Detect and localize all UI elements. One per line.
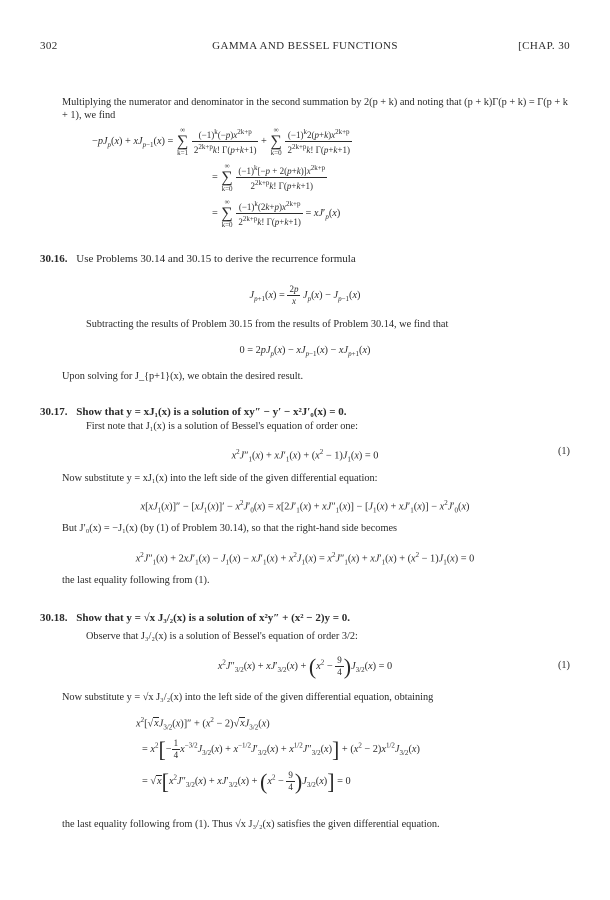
problem-30-17-text-1: First note that J₁(x) is a solution of Bessel's equation of order one: — [86, 421, 358, 432]
problem-30-18-text-3: the last equality following from (1). Thus √x J₃/₂(x) satisfies the given differential equation. — [62, 819, 440, 830]
problem-30-17-text-4: the last equality following from (1). — [62, 575, 210, 586]
page-header — [40, 40, 570, 56]
problem-30-18-text-1: Observe that J₃/₂(x) is a solution of Bessel's equation of order 3/2: — [86, 631, 358, 642]
problem-30-17-heading — [40, 405, 347, 419]
problem-number: 30.16. — [40, 253, 68, 265]
recurrence-formula: $J_{p+1}(x)$ = $\frac{2p}{x}$ $J_p(x) - J_{p-1}(x)$ — [249, 284, 361, 306]
problem-30-17-result: $x^2J''_1(x) + 2xJ'_1(x) - J_1(x) - xJ'_1(x) + x^2J_1(x) = x^2J''_1(x) + xJ'_1(x) + (x^2 - 1)J_1(x) = 0$ — [135, 551, 475, 567]
problem-30-18-derivation-line-3: = $√x[x^2J''_{3/2}(x) + xJ'_{3/2}(x) + (x^2$ − $\frac{9}{4}$ )$J_{3/2}(x)] = 0$ — [142, 769, 351, 794]
equation-derivation-line-3: = ∞ ∑ k=0 $\frac{(-1)^k(2k+p)x^{2k+p}}{2^{2k+p}k! \Gamma(p+k+1)}$ = $xJ'_p(x)$ — [212, 198, 341, 229]
problem-30-17-text-2: Now substitute y = xJ₁(x) into the left side of the given differential equation: — [62, 473, 378, 484]
problem-statement: Show that y = √x J₃/₂(x) is a solution of x²y″ + (x² − 2)y = 0. — [76, 612, 350, 624]
problem-statement: Use Problems 30.14 and 30.15 to derive the recurrence formula — [76, 253, 356, 265]
problem-30-16-text-2: Upon solving for J_{p+1}(x), we obtain the desired result. — [62, 371, 304, 382]
problem-30-18-text-2: Now substitute y = √x J₃/₂(x) into the left side of the given differential equation, obtaining — [62, 692, 434, 703]
problem-30-16-text-1: Subtracting the results of Problem 30.15 from the results of Problem 30.14, we find that — [86, 319, 449, 330]
page-number: 302 — [40, 40, 58, 52]
bessel-order-three-halves-equation: $x^2J''_{3/2}(x) + xJ'_{3/2}(x) + (x^2$ − $\frac{9}{4}$ )$J_{3/2}(x) = 0$ — [217, 654, 393, 679]
equation-derivation-line-2: = ∞ ∑ k=0 $\frac{(-1)^k[-p + 2(p+k)]x^{2k+p}}{2^{2k+p}k! \Gamma(p+k+1)}$ — [212, 162, 326, 193]
problem-30-17-text-3: But J′₀(x) = −J₁(x) (by (1) of Problem 30.14), so that the right-hand side becomes — [62, 523, 398, 534]
bessel-order-one-equation: $x^2J''_1(x) + xJ'_1(x) + (x^2 - 1)J_1(x) = 0$ — [231, 448, 379, 464]
problem-30-16-equation: $0 = 2pJ_p(x) - xJ_{p-1}(x) - xJ_{p+1}(x)$ — [239, 345, 371, 359]
problem-30-16-heading — [40, 252, 356, 266]
equation-derivation-line-1: $-pJ_p(x) + xJ_{p-1}(x)$ = ∞ ∑ k=1 $\frac{(-1)^k(-p)x^{2k+p}}{2^{2k+p}k! \Gamma(p+k+1)}$ + ∞ ∑ k=0 $\frac{(-1)^k2(p+k)x^{2k+p}}{2^{2k+p}k! \Gamma(p+k+1)}$ — [92, 126, 350, 157]
running-title: GAMMA AND BESSEL FUNCTIONS — [212, 40, 398, 52]
problem-30-18-derivation-line-2: = $x^2[-$ $\frac{1}{4}$ $x^{-3/2}J_{3/2}(x) + x^{-1/2}J'_{3/2}(x) + x^{1/2}J''_{3/2}(x)] + (x^2 - 2)x^{1/2}J_{3/2}(x)$ — [142, 737, 420, 762]
problem-30-17-substitution: $x[xJ_1(x)]'' - [xJ_1(x)]' - x^2J'_0(x) = x[2J'_1(x) + xJ''_1(x)] - [J_1(x) + xJ'_1(x)] - x^2J'_0(x)$ — [140, 499, 470, 515]
problem-statement: Show that y = xJ₁(x) is a solution of xy″ − y′ − x²J′₀(x) = 0. — [76, 406, 347, 418]
chapter-label: [CHAP. 30 — [518, 40, 570, 52]
equation-label: (1) — [557, 446, 570, 457]
equation-label: (1) — [557, 660, 570, 671]
problem-30-18-derivation-line-1: $x^2[√xJ_{3/2}(x)]'' + (x^2 - 2)√xJ_{3/2}(x)$ — [136, 716, 270, 732]
problem-number: 30.17. — [40, 406, 68, 418]
problem-30-18-heading — [40, 611, 350, 625]
problem-number: 30.18. — [40, 612, 68, 624]
intro-paragraph: Multiplying the numerator and denominator in the second summation by 2(p + k) and noting that (p + k)Γ(p + k) = Γ(p + k + 1), we find — [62, 97, 568, 121]
